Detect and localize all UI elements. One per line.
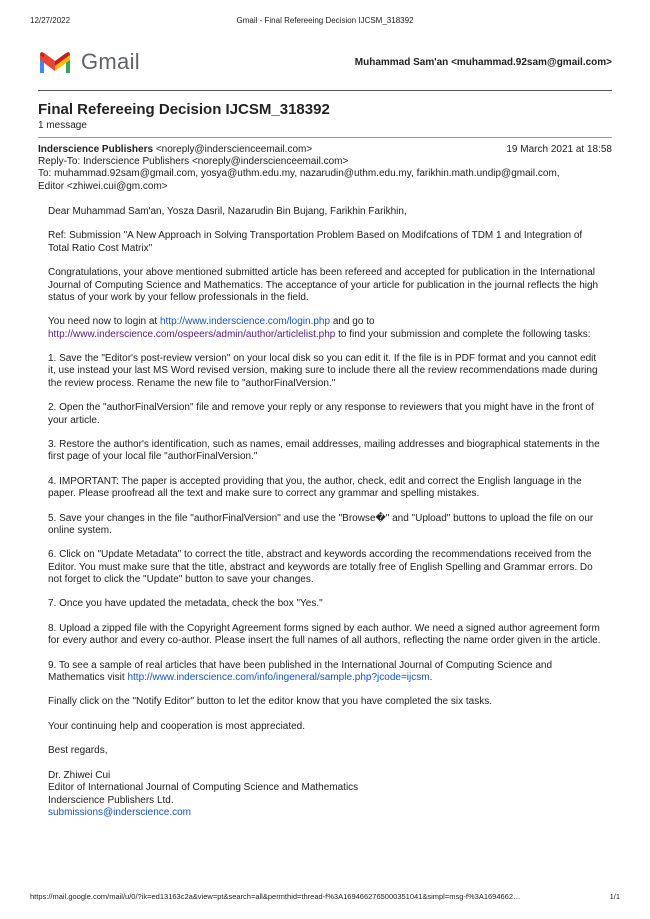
message-date: 19 March 2021 at 18:58 bbox=[506, 144, 612, 155]
print-header bbox=[30, 16, 620, 28]
subject-divider bbox=[38, 137, 612, 138]
header-divider bbox=[38, 90, 612, 91]
greeting: Dear Muhammad Sam'an, Yosza Dasril, Nazarudin Bin Bujang, Farikhin Farikhin, bbox=[48, 206, 407, 217]
page-number: 1/1 bbox=[609, 892, 620, 901]
reference: Ref: Submission "A New Approach in Solving Transportation Problem Based on Modifcations of TDM 1 and Integration of Total Ratio Cost Matrix" bbox=[48, 230, 583, 254]
step-5: 5. Save your changes in the file "authorFinalVersion" and use the "Browse�" and "Upload" buttons to upload the file on our online system. bbox=[48, 512, 594, 536]
message-meta bbox=[38, 144, 612, 193]
gmail-wordmark: Gmail bbox=[81, 49, 140, 74]
message-body bbox=[48, 206, 602, 819]
step-4: 4. IMPORTANT: The paper is accepted providing that you, the author, check, edit and correct the English language in the paper. Please proofread all the text and make sure to correct any grammar and spelling mistakes. bbox=[48, 475, 582, 500]
account-identity: Muhammad Sam'an <muhammad.92sam@gmail.com> bbox=[354, 57, 612, 68]
reply-to-line: Reply-To: Inderscience Publishers <noreply@inderscienceemail.com> bbox=[38, 156, 349, 168]
print-date: 12/27/2022 bbox=[30, 16, 71, 25]
to-line: To: muhammad.92sam@gmail.com, yosya@uthm.edu.my, nazarudin@uthm.edu.my, farikhin.math.undip@gmail.com, bbox=[38, 168, 560, 180]
step-3: 3. Restore the author's identification, such as names, email addresses, mailing addresses and biographical statements in the first page of your local file "authorFinalVersion." bbox=[48, 438, 600, 463]
signature-org: Inderscience Publishers Ltd. bbox=[48, 794, 174, 806]
sample-articles-link[interactable]: http://www.inderscience.com/info/ingeneral/sample.php?jcode=ijcsm bbox=[127, 671, 430, 683]
article-list-link[interactable]: http://www.inderscience.com/ospeers/admin/author/articlelist.php bbox=[48, 328, 336, 340]
step-8: 8. Upload a zipped file with the Copyright Agreement forms signed by each author. We need a signed author agreement form for every author and every co-author. Please insert the full names of all authors, reflecting the name order given in the article. bbox=[48, 622, 601, 647]
appreciation: Your continuing help and cooperation is most appreciated. bbox=[48, 720, 306, 732]
step-6: 6. Click on "Update Metadata" to correct the title, abstract and keywords according the recommendations received from the Editor. You must make sure that the title, abstract and keywords are totally free of English Spelling and Grammar errors. Do not forget to click the "Update" button to save your changes. bbox=[48, 549, 593, 585]
print-url: https://mail.google.com/mail/u/0/?ik=ed13163c2a&view=pt&search=all&permthid=thread-f%3A1694662765000351041&simpl=msg-f%3A1694662… bbox=[30, 892, 521, 901]
gmail-logo-icon bbox=[38, 49, 72, 75]
print-title: Gmail - Final Refereeing Decision IJCSM_318392 bbox=[236, 16, 414, 25]
finally-note: Finally click on the "Notify Editor" button to let the editor know that you have completed the six tasks. bbox=[48, 696, 492, 708]
step-2: 2. Open the "authorFinalVersion" file and remove your reply or any response to reviewers that you might have in the front of your article. bbox=[48, 402, 594, 426]
cc-line: Editor <zhiwei.cui@gm.com> bbox=[38, 180, 168, 192]
step-1: 1. Save the "Editor's post-review version" on your local disk so you can edit it. If the file is in PDF format and you cannot edit it, use instead your last MS Word revised version, making sure to include there all the review recommendations made during the review process. Rename the new file to "authorFinalVersion." bbox=[48, 353, 598, 389]
gmail-header bbox=[38, 49, 612, 79]
print-footer bbox=[30, 892, 620, 904]
login-mid: and go to bbox=[330, 316, 375, 328]
thread-subject: Final Refereeing Decision IJCSM_318392 bbox=[38, 101, 330, 118]
signature-title: Editor of International Journal of Computing Science and Mathematics bbox=[48, 782, 359, 794]
sender-name: Inderscience Publishers bbox=[38, 144, 154, 155]
step-9 bbox=[48, 660, 602, 685]
signature-email-link[interactable]: submissions@inderscience.com bbox=[48, 806, 191, 818]
login-link[interactable]: http://www.inderscience.com/login.php bbox=[159, 316, 331, 328]
congratulations: Congratulations, your above mentioned submitted article has been refereed and accepted for publication in the International Journal of Computing Science and Mathematics. The acceptance of your article for publication in the journal reflects the high status of your work by your fellow professionals in the field. bbox=[48, 267, 599, 303]
step-9-end: . bbox=[429, 671, 433, 683]
login-post: to find your submission and complete the following tasks: bbox=[335, 328, 591, 340]
login-instructions bbox=[48, 316, 602, 341]
signature bbox=[48, 770, 602, 819]
signature-name: Dr. Zhiwei Cui bbox=[48, 769, 111, 781]
step-9-text: 9. To see a sample of real articles that have been published in the International Journal of Computing Science and Mathematics visit bbox=[48, 659, 553, 683]
sign-off: Best regards, bbox=[48, 745, 108, 757]
step-7: 7. Once you have updated the metadata, check the box "Yes." bbox=[48, 598, 323, 610]
sender-email: <noreply@inderscienceemail.com> bbox=[153, 144, 313, 155]
login-pre: You need now to login at bbox=[48, 316, 160, 328]
message-count: 1 message bbox=[38, 120, 87, 131]
